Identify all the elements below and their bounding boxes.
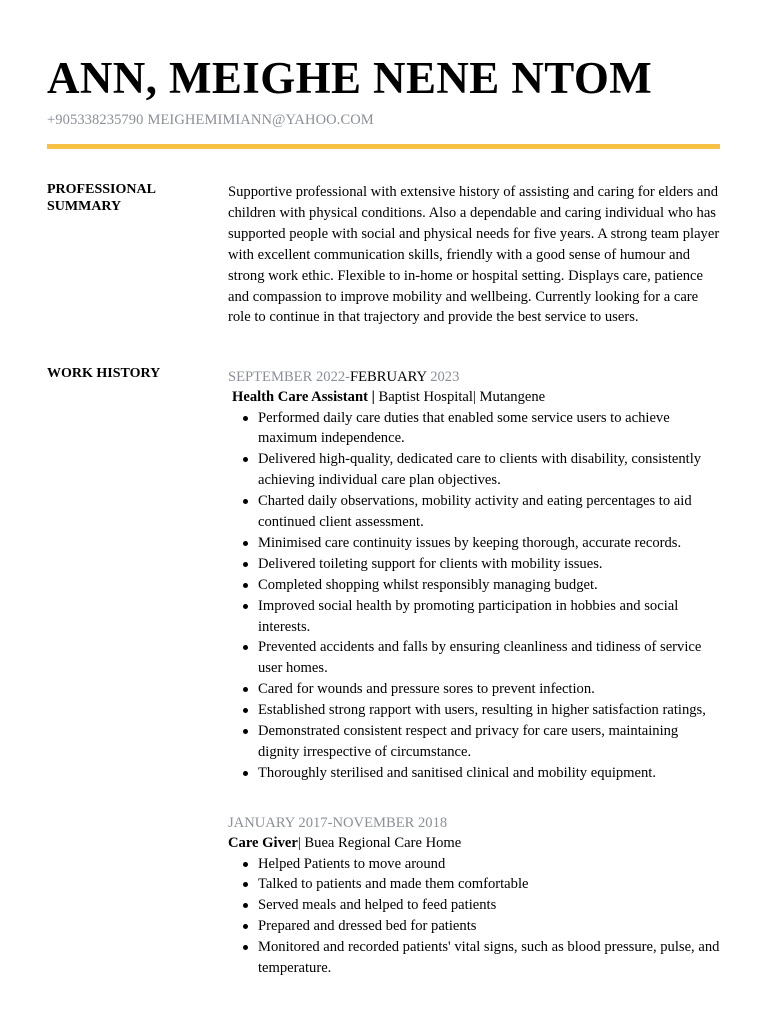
bullet-dot-icon xyxy=(243,604,248,609)
job-date-end-month: FEBRUARY xyxy=(350,369,427,385)
duty-text: Demonstrated consistent respect and privacy for care users, maintaining dignity irrespective of circumstance. xyxy=(258,723,679,760)
duty-item xyxy=(228,575,720,596)
job-entry-2 xyxy=(228,813,720,979)
duty-item xyxy=(228,408,720,450)
bullet-dot-icon xyxy=(243,729,248,734)
duty-item xyxy=(228,637,720,679)
bullet-dot-icon xyxy=(243,645,248,650)
bullet-dot-icon xyxy=(243,862,248,867)
bullet-dot-icon xyxy=(243,457,248,462)
duty-text: Helped Patients to move around xyxy=(258,855,446,872)
job-title-line xyxy=(228,833,720,854)
duty-text: Delivered toileting support for clients with mobility issues. xyxy=(258,555,603,572)
bullet-dot-icon xyxy=(243,416,248,421)
duty-item xyxy=(228,679,720,700)
job-title: Health Care Assistant xyxy=(232,389,368,405)
duty-text: Delivered high-quality, dedicated care to clients with disability, consistently achieving individual care plan objectives. xyxy=(258,451,702,489)
duty-item xyxy=(228,491,720,533)
summary-heading xyxy=(47,182,187,215)
duty-text: Minimised care continuity issues by keeping thorough, accurate records. xyxy=(258,534,682,551)
job-dates: JANUARY 2017-NOVEMBER 2018 xyxy=(228,815,448,831)
header-accent-rule xyxy=(47,144,720,149)
bullet-dot-icon xyxy=(243,562,248,567)
duty-item xyxy=(228,763,720,784)
job-employer: Baptist Hospital| Mutangene xyxy=(378,389,546,405)
summary-heading-line1: PROFESSIONAL xyxy=(47,182,156,197)
job-date-end-year: 2023 xyxy=(426,369,460,385)
work-history-heading: WORK HISTORY xyxy=(47,366,161,381)
job-title: Care Giver xyxy=(228,835,298,851)
contact-line xyxy=(47,112,374,129)
duty-item xyxy=(228,721,720,763)
duty-text: Monitored and recorded patients' vital signs, such as blood pressure, pulse, and temperature. xyxy=(258,939,720,977)
duty-text: Prepared and dressed bed for patients xyxy=(258,918,477,935)
job-date-start: SEPTEMBER 2022- xyxy=(228,369,351,385)
duty-item xyxy=(228,700,720,721)
summary-heading-line2: SUMMARY xyxy=(47,198,122,214)
summary-text: Supportive professional with extensive history of assisting and caring for elders and children with physical conditions. Also a dependable and caring individual who has supported people with social and physical needs for five years. A strong team player with excellent communication skills, friendly with a good sense of humour and strong work ethic. Flexible to in-home or hospital setting. Displays care, patience and compassion to improve mobility and wellbeing. Currently looking for a care role to continue in that trajectory and provide the best service to users. xyxy=(228,184,720,326)
bullet-dot-icon xyxy=(243,882,248,887)
duty-item xyxy=(228,937,720,979)
duty-text: Served meals and helped to feed patients xyxy=(258,897,497,914)
duty-item xyxy=(228,449,720,491)
duty-text: Completed shopping whilst responsibly managing budget. xyxy=(258,576,598,593)
bullet-dot-icon xyxy=(243,903,248,908)
duty-text: Performed daily care duties that enabled some service users to achieve maximum independence. xyxy=(258,409,670,447)
duty-item xyxy=(228,916,720,937)
duty-item xyxy=(228,596,720,638)
email-address: MEIGHEMIMIANN@YAHOO.COM xyxy=(147,112,374,128)
duty-item xyxy=(228,895,720,916)
duty-item xyxy=(228,854,720,875)
duty-text: Thoroughly sterilised and sanitised clinical and mobility equipment. xyxy=(258,764,657,781)
duty-text: Prevented accidents and falls by ensuring cleanliness and tidiness of service user homes. xyxy=(258,639,702,677)
bullet-dot-icon xyxy=(243,924,248,929)
job-title-line xyxy=(228,387,720,408)
job-dates xyxy=(228,367,720,387)
phone-number: +905338235790 xyxy=(47,112,144,128)
job-entry-1 xyxy=(228,367,720,784)
duty-item xyxy=(228,533,720,554)
duty-text: Charted daily observations, mobility activity and eating percentages to aid continued client assessment. xyxy=(258,493,692,531)
duty-text: Improved social health by promoting participation in hobbies and social interests. xyxy=(258,597,679,635)
duty-text: Established strong rapport with users, resulting in higher satisfaction ratings, xyxy=(258,702,706,719)
bullet-dot-icon xyxy=(243,583,248,588)
job-separator: | xyxy=(367,389,379,405)
bullet-dot-icon xyxy=(243,541,248,546)
candidate-name: ANN, MEIGHE NENE NTOM xyxy=(47,53,653,103)
duty-item xyxy=(228,874,720,895)
bullet-dot-icon xyxy=(243,945,248,950)
duty-text: Talked to patients and made them comfortable xyxy=(258,876,529,893)
bullet-dot-icon xyxy=(243,499,248,504)
duty-item xyxy=(228,554,720,575)
job-duties-list xyxy=(228,854,720,979)
bullet-dot-icon xyxy=(243,687,248,692)
duty-text: Cared for wounds and pressure sores to prevent infection. xyxy=(258,681,595,698)
bullet-dot-icon xyxy=(243,771,248,776)
job-employer: | Buea Regional Care Home xyxy=(297,835,462,851)
job-duties-list xyxy=(228,408,720,784)
bullet-dot-icon xyxy=(243,708,248,713)
